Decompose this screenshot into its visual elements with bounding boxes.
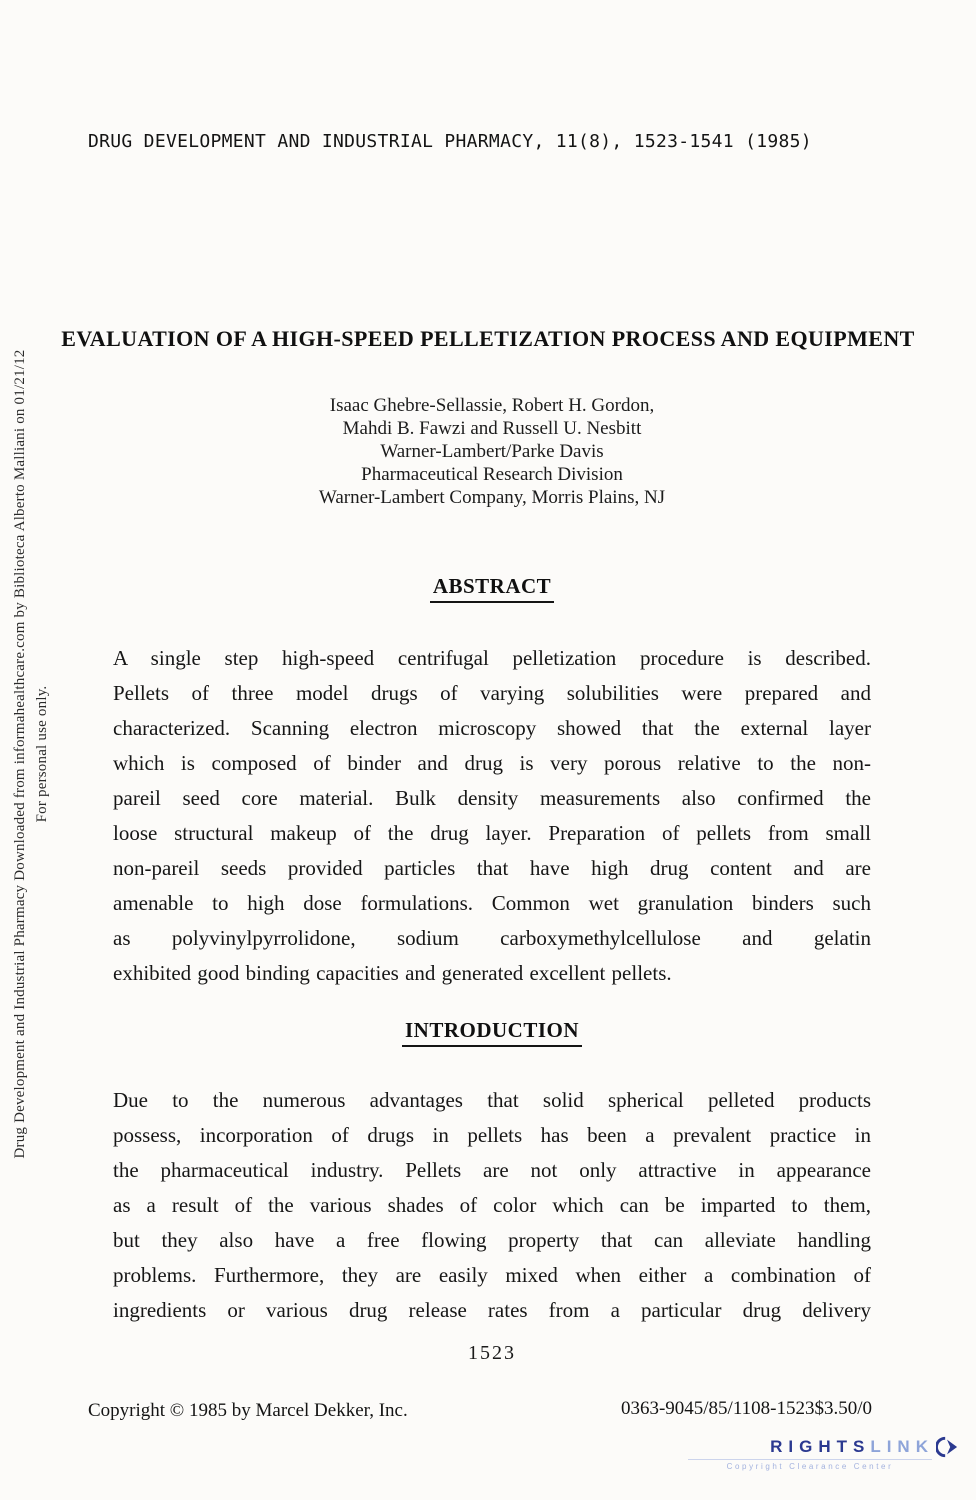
rightslink-wordmark	[688, 1436, 958, 1458]
introduction-line: as a result of the various shades of color which can be imparted to them,	[113, 1193, 871, 1217]
rightslink-link-text: LINK	[870, 1437, 934, 1456]
author-line: Pharmaceutical Research Division	[361, 464, 623, 485]
page-number: 1523	[468, 1342, 516, 1364]
personal-use-note: For personal use only.	[34, 685, 50, 823]
abstract-line: non-pareil seeds provided particles that have high drug content and are	[113, 856, 871, 880]
introduction-line: ingredients or various drug release rates from a particular drug delivery	[113, 1298, 871, 1322]
issn-price-code: 0363-9045/85/1108-1523$3.50/0	[620, 1398, 872, 1419]
rightslink-rights-text: RIGHTS	[770, 1437, 871, 1456]
introduction-heading: INTRODUCTION	[402, 1018, 582, 1047]
author-line: Warner-Lambert Company, Morris Plains, NJ	[318, 487, 666, 508]
page-title: EVALUATION OF A HIGH-SPEED PELLETIZATION PROCESS AND EQUIPMENT	[61, 326, 915, 351]
introduction-line: but they also have a free flowing property that can alleviate handling	[113, 1228, 871, 1252]
rightslink-arrow-icon	[936, 1436, 958, 1458]
author-line: Warner-Lambert/Parke Davis	[380, 441, 604, 462]
abstract-heading: ABSTRACT	[430, 574, 554, 603]
abstract-line: Pellets of three model drugs of varying solubilities were prepared and	[113, 681, 871, 705]
abstract-line: exhibited good binding capacities and generated excellent pellets.	[113, 961, 672, 985]
abstract-line: amenable to high dose formulations. Common wet granulation binders such	[113, 891, 871, 915]
introduction-line: problems. Furthermore, they are easily mixed when either a combination of	[113, 1263, 871, 1287]
abstract-line: loose structural makeup of the drug layer. Preparation of pellets from small	[113, 821, 871, 845]
introduction-line: possess, incorporation of drugs in pellets has been a prevalent practice in	[113, 1123, 871, 1147]
abstract-paragraph	[113, 641, 871, 991]
copyright-notice: Copyright © 1985 by Marcel Dekker, Inc.	[88, 1400, 408, 1421]
introduction-section	[113, 1018, 871, 1047]
introduction-line: Due to the numerous advantages that solid spherical pelleted products	[113, 1088, 871, 1112]
introduction-line: the pharmaceutical industry. Pellets are not only attractive in appearance	[113, 1158, 871, 1182]
abstract-line: as polyvinylpyrrolidone, sodium carboxymethylcellulose and gelatin	[113, 926, 871, 950]
author-line: Mahdi B. Fawzi and Russell U. Nesbitt	[342, 418, 642, 439]
introduction-paragraph	[113, 1083, 871, 1328]
library-watermark	[9, 288, 55, 1220]
rightslink-subtext: Copyright Clearance Center	[688, 1459, 932, 1471]
abstract-line: pareil seed core material. Bulk density measurements also confirmed the	[113, 786, 871, 810]
abstract-line: A single step high-speed centrifugal pelletization procedure is described.	[113, 646, 871, 670]
abstract-line: which is composed of binder and drug is very porous relative to the non-	[113, 751, 871, 775]
rightslink-logo[interactable]	[688, 1436, 958, 1471]
author-block	[113, 394, 871, 509]
abstract-section	[113, 574, 871, 603]
download-note: Drug Development and Industrial Pharmacy Downloaded from informahealthcare.com by Biblioteca Alberto Malliani on 01/21/12	[12, 349, 28, 1159]
author-line: Isaac Ghebre-Sellassie, Robert H. Gordon,	[329, 395, 655, 416]
journal-citation: DRUG DEVELOPMENT AND INDUSTRIAL PHARMACY, 11(8), 1523-1541 (1985)	[88, 131, 812, 152]
abstract-line: characterized. Scanning electron microscopy showed that the external layer	[113, 716, 871, 740]
